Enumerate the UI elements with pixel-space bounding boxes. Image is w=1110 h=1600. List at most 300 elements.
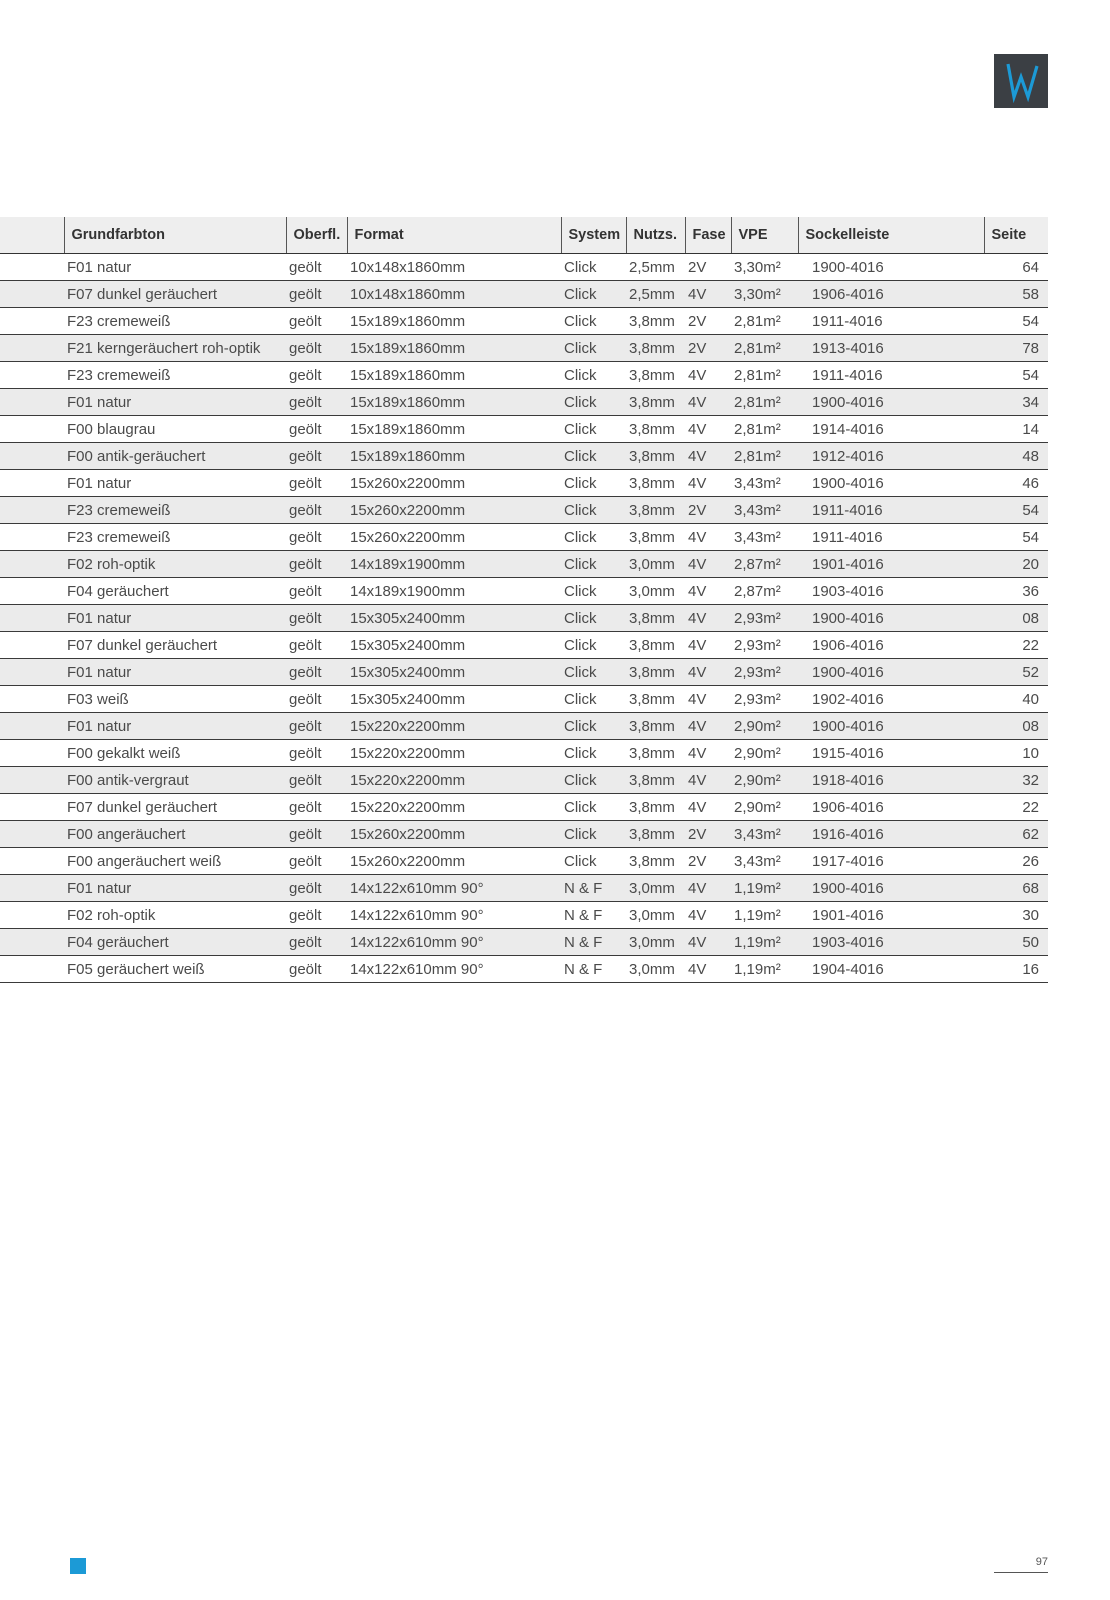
cell-nutzs: 3,8mm xyxy=(626,659,685,686)
cell-seite: 08 xyxy=(984,713,1048,740)
cell-oberfl: geölt xyxy=(286,659,347,686)
cell-format: 14x189x1900mm xyxy=(347,551,561,578)
cell-format: 15x189x1860mm xyxy=(347,389,561,416)
cell-sockelleiste: 1918-4016 xyxy=(798,767,984,794)
cell-nutzs: 2,5mm xyxy=(626,254,685,281)
cell-oberfl: geölt xyxy=(286,470,347,497)
table-row xyxy=(0,524,1048,551)
row-spacer xyxy=(0,686,64,713)
cell-sockelleiste: 1900-4016 xyxy=(798,659,984,686)
cell-vpe: 3,43m² xyxy=(731,470,798,497)
cell-system: Click xyxy=(561,551,626,578)
cell-system: Click xyxy=(561,767,626,794)
product-table xyxy=(0,217,1048,983)
cell-oberfl: geölt xyxy=(286,416,347,443)
cell-vpe: 1,19m² xyxy=(731,956,798,983)
table-row xyxy=(0,470,1048,497)
cell-oberfl: geölt xyxy=(286,578,347,605)
cell-vpe: 2,81m² xyxy=(731,443,798,470)
cell-nutzs: 3,0mm xyxy=(626,956,685,983)
cell-vpe: 1,19m² xyxy=(731,929,798,956)
row-spacer xyxy=(0,875,64,902)
cell-grundfarbton: F01 natur xyxy=(64,713,286,740)
cell-oberfl: geölt xyxy=(286,443,347,470)
cell-seite: 62 xyxy=(984,821,1048,848)
cell-grundfarbton: F23 cremeweiß xyxy=(64,308,286,335)
cell-seite: 40 xyxy=(984,686,1048,713)
cell-vpe: 2,87m² xyxy=(731,551,798,578)
cell-sockelleiste: 1914-4016 xyxy=(798,416,984,443)
cell-seite: 14 xyxy=(984,416,1048,443)
cell-nutzs: 3,8mm xyxy=(626,686,685,713)
cell-sockelleiste: 1900-4016 xyxy=(798,389,984,416)
cell-nutzs: 3,0mm xyxy=(626,929,685,956)
cell-grundfarbton: F01 natur xyxy=(64,605,286,632)
cell-fase: 4V xyxy=(685,362,731,389)
cell-sockelleiste: 1900-4016 xyxy=(798,875,984,902)
cell-nutzs: 3,8mm xyxy=(626,713,685,740)
cell-fase: 4V xyxy=(685,470,731,497)
cell-fase: 4V xyxy=(685,713,731,740)
row-spacer xyxy=(0,902,64,929)
row-spacer xyxy=(0,929,64,956)
cell-fase: 4V xyxy=(685,767,731,794)
product-table-container xyxy=(0,217,1048,983)
cell-sockelleiste: 1917-4016 xyxy=(798,848,984,875)
cell-nutzs: 3,8mm xyxy=(626,362,685,389)
row-spacer xyxy=(0,524,64,551)
cell-nutzs: 3,8mm xyxy=(626,416,685,443)
cell-seite: 54 xyxy=(984,497,1048,524)
cell-nutzs: 3,8mm xyxy=(626,443,685,470)
header-spacer xyxy=(0,217,64,254)
cell-oberfl: geölt xyxy=(286,875,347,902)
cell-vpe: 3,43m² xyxy=(731,524,798,551)
cell-grundfarbton: F04 geräuchert xyxy=(64,929,286,956)
cell-nutzs: 3,8mm xyxy=(626,821,685,848)
cell-system: Click xyxy=(561,470,626,497)
cell-grundfarbton: F00 blaugrau xyxy=(64,416,286,443)
cell-seite: 54 xyxy=(984,362,1048,389)
cell-sockelleiste: 1911-4016 xyxy=(798,308,984,335)
cell-oberfl: geölt xyxy=(286,389,347,416)
cell-oberfl: geölt xyxy=(286,956,347,983)
table-row xyxy=(0,254,1048,281)
cell-nutzs: 3,8mm xyxy=(626,308,685,335)
cell-fase: 4V xyxy=(685,929,731,956)
cell-seite: 78 xyxy=(984,335,1048,362)
cell-vpe: 2,87m² xyxy=(731,578,798,605)
header-grundfarbton: Grundfarbton xyxy=(64,217,286,254)
table-row xyxy=(0,902,1048,929)
cell-seite: 36 xyxy=(984,578,1048,605)
cell-vpe: 2,81m² xyxy=(731,416,798,443)
cell-seite: 54 xyxy=(984,524,1048,551)
cell-system: Click xyxy=(561,659,626,686)
cell-system: Click xyxy=(561,416,626,443)
header-oberfl: Oberfl. xyxy=(286,217,347,254)
cell-seite: 22 xyxy=(984,632,1048,659)
header-system: System xyxy=(561,217,626,254)
cell-fase: 4V xyxy=(685,551,731,578)
w-logo-icon xyxy=(994,54,1048,108)
cell-grundfarbton: F00 angeräuchert xyxy=(64,821,286,848)
cell-seite: 64 xyxy=(984,254,1048,281)
cell-grundfarbton: F07 dunkel geräuchert xyxy=(64,281,286,308)
cell-format: 15x189x1860mm xyxy=(347,443,561,470)
cell-nutzs: 3,8mm xyxy=(626,794,685,821)
cell-fase: 4V xyxy=(685,389,731,416)
cell-fase: 4V xyxy=(685,686,731,713)
cell-system: Click xyxy=(561,713,626,740)
cell-oberfl: geölt xyxy=(286,929,347,956)
cell-sockelleiste: 1906-4016 xyxy=(798,281,984,308)
cell-vpe: 2,93m² xyxy=(731,686,798,713)
cell-format: 15x220x2200mm xyxy=(347,740,561,767)
cell-grundfarbton: F02 roh-optik xyxy=(64,551,286,578)
cell-vpe: 3,43m² xyxy=(731,497,798,524)
cell-format: 15x305x2400mm xyxy=(347,632,561,659)
cell-sockelleiste: 1903-4016 xyxy=(798,929,984,956)
table-row xyxy=(0,686,1048,713)
table-row xyxy=(0,497,1048,524)
cell-nutzs: 3,0mm xyxy=(626,578,685,605)
cell-oberfl: geölt xyxy=(286,605,347,632)
blue-square-icon xyxy=(70,1558,86,1574)
cell-oberfl: geölt xyxy=(286,632,347,659)
cell-seite: 54 xyxy=(984,308,1048,335)
cell-sockelleiste: 1901-4016 xyxy=(798,902,984,929)
cell-seite: 52 xyxy=(984,659,1048,686)
cell-fase: 2V xyxy=(685,848,731,875)
cell-system: Click xyxy=(561,443,626,470)
cell-grundfarbton: F02 roh-optik xyxy=(64,902,286,929)
cell-sockelleiste: 1900-4016 xyxy=(798,470,984,497)
row-spacer xyxy=(0,659,64,686)
cell-fase: 4V xyxy=(685,281,731,308)
cell-nutzs: 3,8mm xyxy=(626,740,685,767)
cell-grundfarbton: F03 weiß xyxy=(64,686,286,713)
cell-grundfarbton: F04 geräuchert xyxy=(64,578,286,605)
table-row xyxy=(0,416,1048,443)
table-row xyxy=(0,632,1048,659)
cell-grundfarbton: F00 angeräuchert weiß xyxy=(64,848,286,875)
cell-seite: 08 xyxy=(984,605,1048,632)
cell-grundfarbton: F07 dunkel geräuchert xyxy=(64,794,286,821)
cell-grundfarbton: F01 natur xyxy=(64,389,286,416)
cell-system: Click xyxy=(561,605,626,632)
cell-format: 14x189x1900mm xyxy=(347,578,561,605)
cell-sockelleiste: 1913-4016 xyxy=(798,335,984,362)
table-row xyxy=(0,929,1048,956)
row-spacer xyxy=(0,443,64,470)
cell-system: N & F xyxy=(561,902,626,929)
row-spacer xyxy=(0,794,64,821)
cell-oberfl: geölt xyxy=(286,821,347,848)
cell-grundfarbton: F23 cremeweiß xyxy=(64,362,286,389)
cell-system: Click xyxy=(561,389,626,416)
cell-seite: 22 xyxy=(984,794,1048,821)
row-spacer xyxy=(0,713,64,740)
cell-nutzs: 3,0mm xyxy=(626,875,685,902)
cell-grundfarbton: F05 geräuchert weiß xyxy=(64,956,286,983)
cell-vpe: 2,90m² xyxy=(731,713,798,740)
cell-oberfl: geölt xyxy=(286,686,347,713)
cell-format: 15x189x1860mm xyxy=(347,335,561,362)
table-row xyxy=(0,578,1048,605)
cell-sockelleiste: 1900-4016 xyxy=(798,605,984,632)
cell-fase: 4V xyxy=(685,956,731,983)
cell-sockelleiste: 1915-4016 xyxy=(798,740,984,767)
cell-seite: 46 xyxy=(984,470,1048,497)
cell-grundfarbton: F01 natur xyxy=(64,659,286,686)
cell-format: 15x260x2200mm xyxy=(347,470,561,497)
cell-seite: 68 xyxy=(984,875,1048,902)
cell-format: 14x122x610mm 90° xyxy=(347,902,561,929)
row-spacer xyxy=(0,335,64,362)
cell-format: 15x220x2200mm xyxy=(347,713,561,740)
table-row xyxy=(0,794,1048,821)
table-row xyxy=(0,713,1048,740)
cell-nutzs: 2,5mm xyxy=(626,281,685,308)
cell-nutzs: 3,8mm xyxy=(626,605,685,632)
cell-seite: 16 xyxy=(984,956,1048,983)
cell-oberfl: geölt xyxy=(286,848,347,875)
table-row xyxy=(0,875,1048,902)
cell-oberfl: geölt xyxy=(286,497,347,524)
cell-fase: 4V xyxy=(685,659,731,686)
cell-sockelleiste: 1900-4016 xyxy=(798,713,984,740)
cell-seite: 30 xyxy=(984,902,1048,929)
table-row xyxy=(0,308,1048,335)
cell-vpe: 3,30m² xyxy=(731,281,798,308)
row-spacer xyxy=(0,416,64,443)
cell-fase: 4V xyxy=(685,632,731,659)
brand-logo xyxy=(994,54,1048,108)
cell-oberfl: geölt xyxy=(286,551,347,578)
cell-format: 15x260x2200mm xyxy=(347,848,561,875)
cell-format: 15x189x1860mm xyxy=(347,362,561,389)
cell-nutzs: 3,8mm xyxy=(626,632,685,659)
table-row xyxy=(0,281,1048,308)
cell-sockelleiste: 1916-4016 xyxy=(798,821,984,848)
cell-seite: 32 xyxy=(984,767,1048,794)
cell-grundfarbton: F01 natur xyxy=(64,875,286,902)
cell-fase: 2V xyxy=(685,821,731,848)
cell-fase: 2V xyxy=(685,497,731,524)
cell-vpe: 2,93m² xyxy=(731,605,798,632)
cell-system: Click xyxy=(561,848,626,875)
header-seite: Seite xyxy=(984,217,1048,254)
cell-grundfarbton: F01 natur xyxy=(64,470,286,497)
cell-seite: 58 xyxy=(984,281,1048,308)
header-format: Format xyxy=(347,217,561,254)
cell-sockelleiste: 1906-4016 xyxy=(798,794,984,821)
cell-fase: 4V xyxy=(685,740,731,767)
cell-nutzs: 3,8mm xyxy=(626,848,685,875)
cell-sockelleiste: 1906-4016 xyxy=(798,632,984,659)
cell-nutzs: 3,8mm xyxy=(626,767,685,794)
cell-nutzs: 3,8mm xyxy=(626,389,685,416)
row-spacer xyxy=(0,848,64,875)
row-spacer xyxy=(0,281,64,308)
table-row xyxy=(0,362,1048,389)
row-spacer xyxy=(0,551,64,578)
cell-oberfl: geölt xyxy=(286,254,347,281)
cell-fase: 2V xyxy=(685,308,731,335)
cell-grundfarbton: F00 gekalkt weiß xyxy=(64,740,286,767)
cell-system: N & F xyxy=(561,875,626,902)
cell-nutzs: 3,8mm xyxy=(626,524,685,551)
cell-format: 15x220x2200mm xyxy=(347,794,561,821)
cell-system: Click xyxy=(561,362,626,389)
cell-seite: 34 xyxy=(984,389,1048,416)
cell-system: Click xyxy=(561,308,626,335)
cell-grundfarbton: F07 dunkel geräuchert xyxy=(64,632,286,659)
cell-sockelleiste: 1911-4016 xyxy=(798,524,984,551)
row-spacer xyxy=(0,740,64,767)
cell-oberfl: geölt xyxy=(286,524,347,551)
cell-fase: 4V xyxy=(685,578,731,605)
table-row xyxy=(0,767,1048,794)
cell-fase: 4V xyxy=(685,443,731,470)
cell-vpe: 1,19m² xyxy=(731,902,798,929)
cell-oberfl: geölt xyxy=(286,767,347,794)
cell-oberfl: geölt xyxy=(286,308,347,335)
cell-grundfarbton: F00 antik-geräuchert xyxy=(64,443,286,470)
table-header-row xyxy=(0,217,1048,254)
table-row xyxy=(0,335,1048,362)
cell-sockelleiste: 1912-4016 xyxy=(798,443,984,470)
cell-fase: 2V xyxy=(685,335,731,362)
header-vpe: VPE xyxy=(731,217,798,254)
cell-system: Click xyxy=(561,740,626,767)
table-row xyxy=(0,605,1048,632)
header-fase: Fase xyxy=(685,217,731,254)
cell-format: 15x260x2200mm xyxy=(347,497,561,524)
cell-format: 10x148x1860mm xyxy=(347,254,561,281)
row-spacer xyxy=(0,362,64,389)
cell-seite: 50 xyxy=(984,929,1048,956)
cell-system: Click xyxy=(561,686,626,713)
row-spacer xyxy=(0,389,64,416)
cell-format: 14x122x610mm 90° xyxy=(347,929,561,956)
cell-sockelleiste: 1902-4016 xyxy=(798,686,984,713)
cell-nutzs: 3,0mm xyxy=(626,902,685,929)
cell-system: Click xyxy=(561,821,626,848)
table-row xyxy=(0,551,1048,578)
cell-system: Click xyxy=(561,794,626,821)
cell-sockelleiste: 1903-4016 xyxy=(798,578,984,605)
cell-grundfarbton: F23 cremeweiß xyxy=(64,497,286,524)
cell-vpe: 2,81m² xyxy=(731,335,798,362)
row-spacer xyxy=(0,578,64,605)
row-spacer xyxy=(0,956,64,983)
cell-sockelleiste: 1900-4016 xyxy=(798,254,984,281)
cell-format: 15x305x2400mm xyxy=(347,659,561,686)
cell-grundfarbton: F01 natur xyxy=(64,254,286,281)
cell-system: Click xyxy=(561,578,626,605)
cell-format: 15x305x2400mm xyxy=(347,605,561,632)
cell-system: Click xyxy=(561,497,626,524)
cell-fase: 4V xyxy=(685,524,731,551)
cell-oberfl: geölt xyxy=(286,281,347,308)
page-number: 97 xyxy=(994,1556,1048,1573)
cell-oberfl: geölt xyxy=(286,362,347,389)
table-row xyxy=(0,821,1048,848)
row-spacer xyxy=(0,767,64,794)
row-spacer xyxy=(0,821,64,848)
cell-oberfl: geölt xyxy=(286,794,347,821)
cell-vpe: 2,81m² xyxy=(731,308,798,335)
row-spacer xyxy=(0,632,64,659)
row-spacer xyxy=(0,254,64,281)
cell-oberfl: geölt xyxy=(286,335,347,362)
cell-sockelleiste: 1911-4016 xyxy=(798,497,984,524)
cell-grundfarbton: F21 kerngeräuchert roh-optik xyxy=(64,335,286,362)
cell-vpe: 3,43m² xyxy=(731,821,798,848)
cell-sockelleiste: 1901-4016 xyxy=(798,551,984,578)
cell-vpe: 2,81m² xyxy=(731,362,798,389)
cell-system: Click xyxy=(561,524,626,551)
cell-nutzs: 3,8mm xyxy=(626,470,685,497)
cell-sockelleiste: 1904-4016 xyxy=(798,956,984,983)
cell-seite: 10 xyxy=(984,740,1048,767)
cell-sockelleiste: 1911-4016 xyxy=(798,362,984,389)
cell-vpe: 3,30m² xyxy=(731,254,798,281)
row-spacer xyxy=(0,308,64,335)
cell-format: 14x122x610mm 90° xyxy=(347,875,561,902)
cell-format: 15x189x1860mm xyxy=(347,308,561,335)
table-body xyxy=(0,254,1048,983)
row-spacer xyxy=(0,605,64,632)
table-row xyxy=(0,659,1048,686)
cell-system: Click xyxy=(561,281,626,308)
cell-vpe: 2,93m² xyxy=(731,659,798,686)
cell-oberfl: geölt xyxy=(286,740,347,767)
cell-vpe: 2,90m² xyxy=(731,740,798,767)
cell-oberfl: geölt xyxy=(286,902,347,929)
cell-seite: 48 xyxy=(984,443,1048,470)
cell-vpe: 1,19m² xyxy=(731,875,798,902)
cell-nutzs: 3,8mm xyxy=(626,335,685,362)
cell-nutzs: 3,8mm xyxy=(626,497,685,524)
cell-format: 15x260x2200mm xyxy=(347,524,561,551)
cell-oberfl: geölt xyxy=(286,713,347,740)
cell-nutzs: 3,0mm xyxy=(626,551,685,578)
row-spacer xyxy=(0,497,64,524)
header-nutzs: Nutzs. xyxy=(626,217,685,254)
cell-grundfarbton: F23 cremeweiß xyxy=(64,524,286,551)
cell-format: 14x122x610mm 90° xyxy=(347,956,561,983)
cell-system: Click xyxy=(561,632,626,659)
table-row xyxy=(0,389,1048,416)
cell-format: 15x260x2200mm xyxy=(347,821,561,848)
cell-system: Click xyxy=(561,335,626,362)
cell-system: N & F xyxy=(561,929,626,956)
cell-grundfarbton: F00 antik-vergraut xyxy=(64,767,286,794)
table-row xyxy=(0,848,1048,875)
cell-fase: 2V xyxy=(685,254,731,281)
row-spacer xyxy=(0,470,64,497)
cell-system: Click xyxy=(561,254,626,281)
cell-vpe: 2,93m² xyxy=(731,632,798,659)
table-row xyxy=(0,956,1048,983)
cell-system: N & F xyxy=(561,956,626,983)
table-row xyxy=(0,740,1048,767)
cell-fase: 4V xyxy=(685,605,731,632)
cell-fase: 4V xyxy=(685,875,731,902)
